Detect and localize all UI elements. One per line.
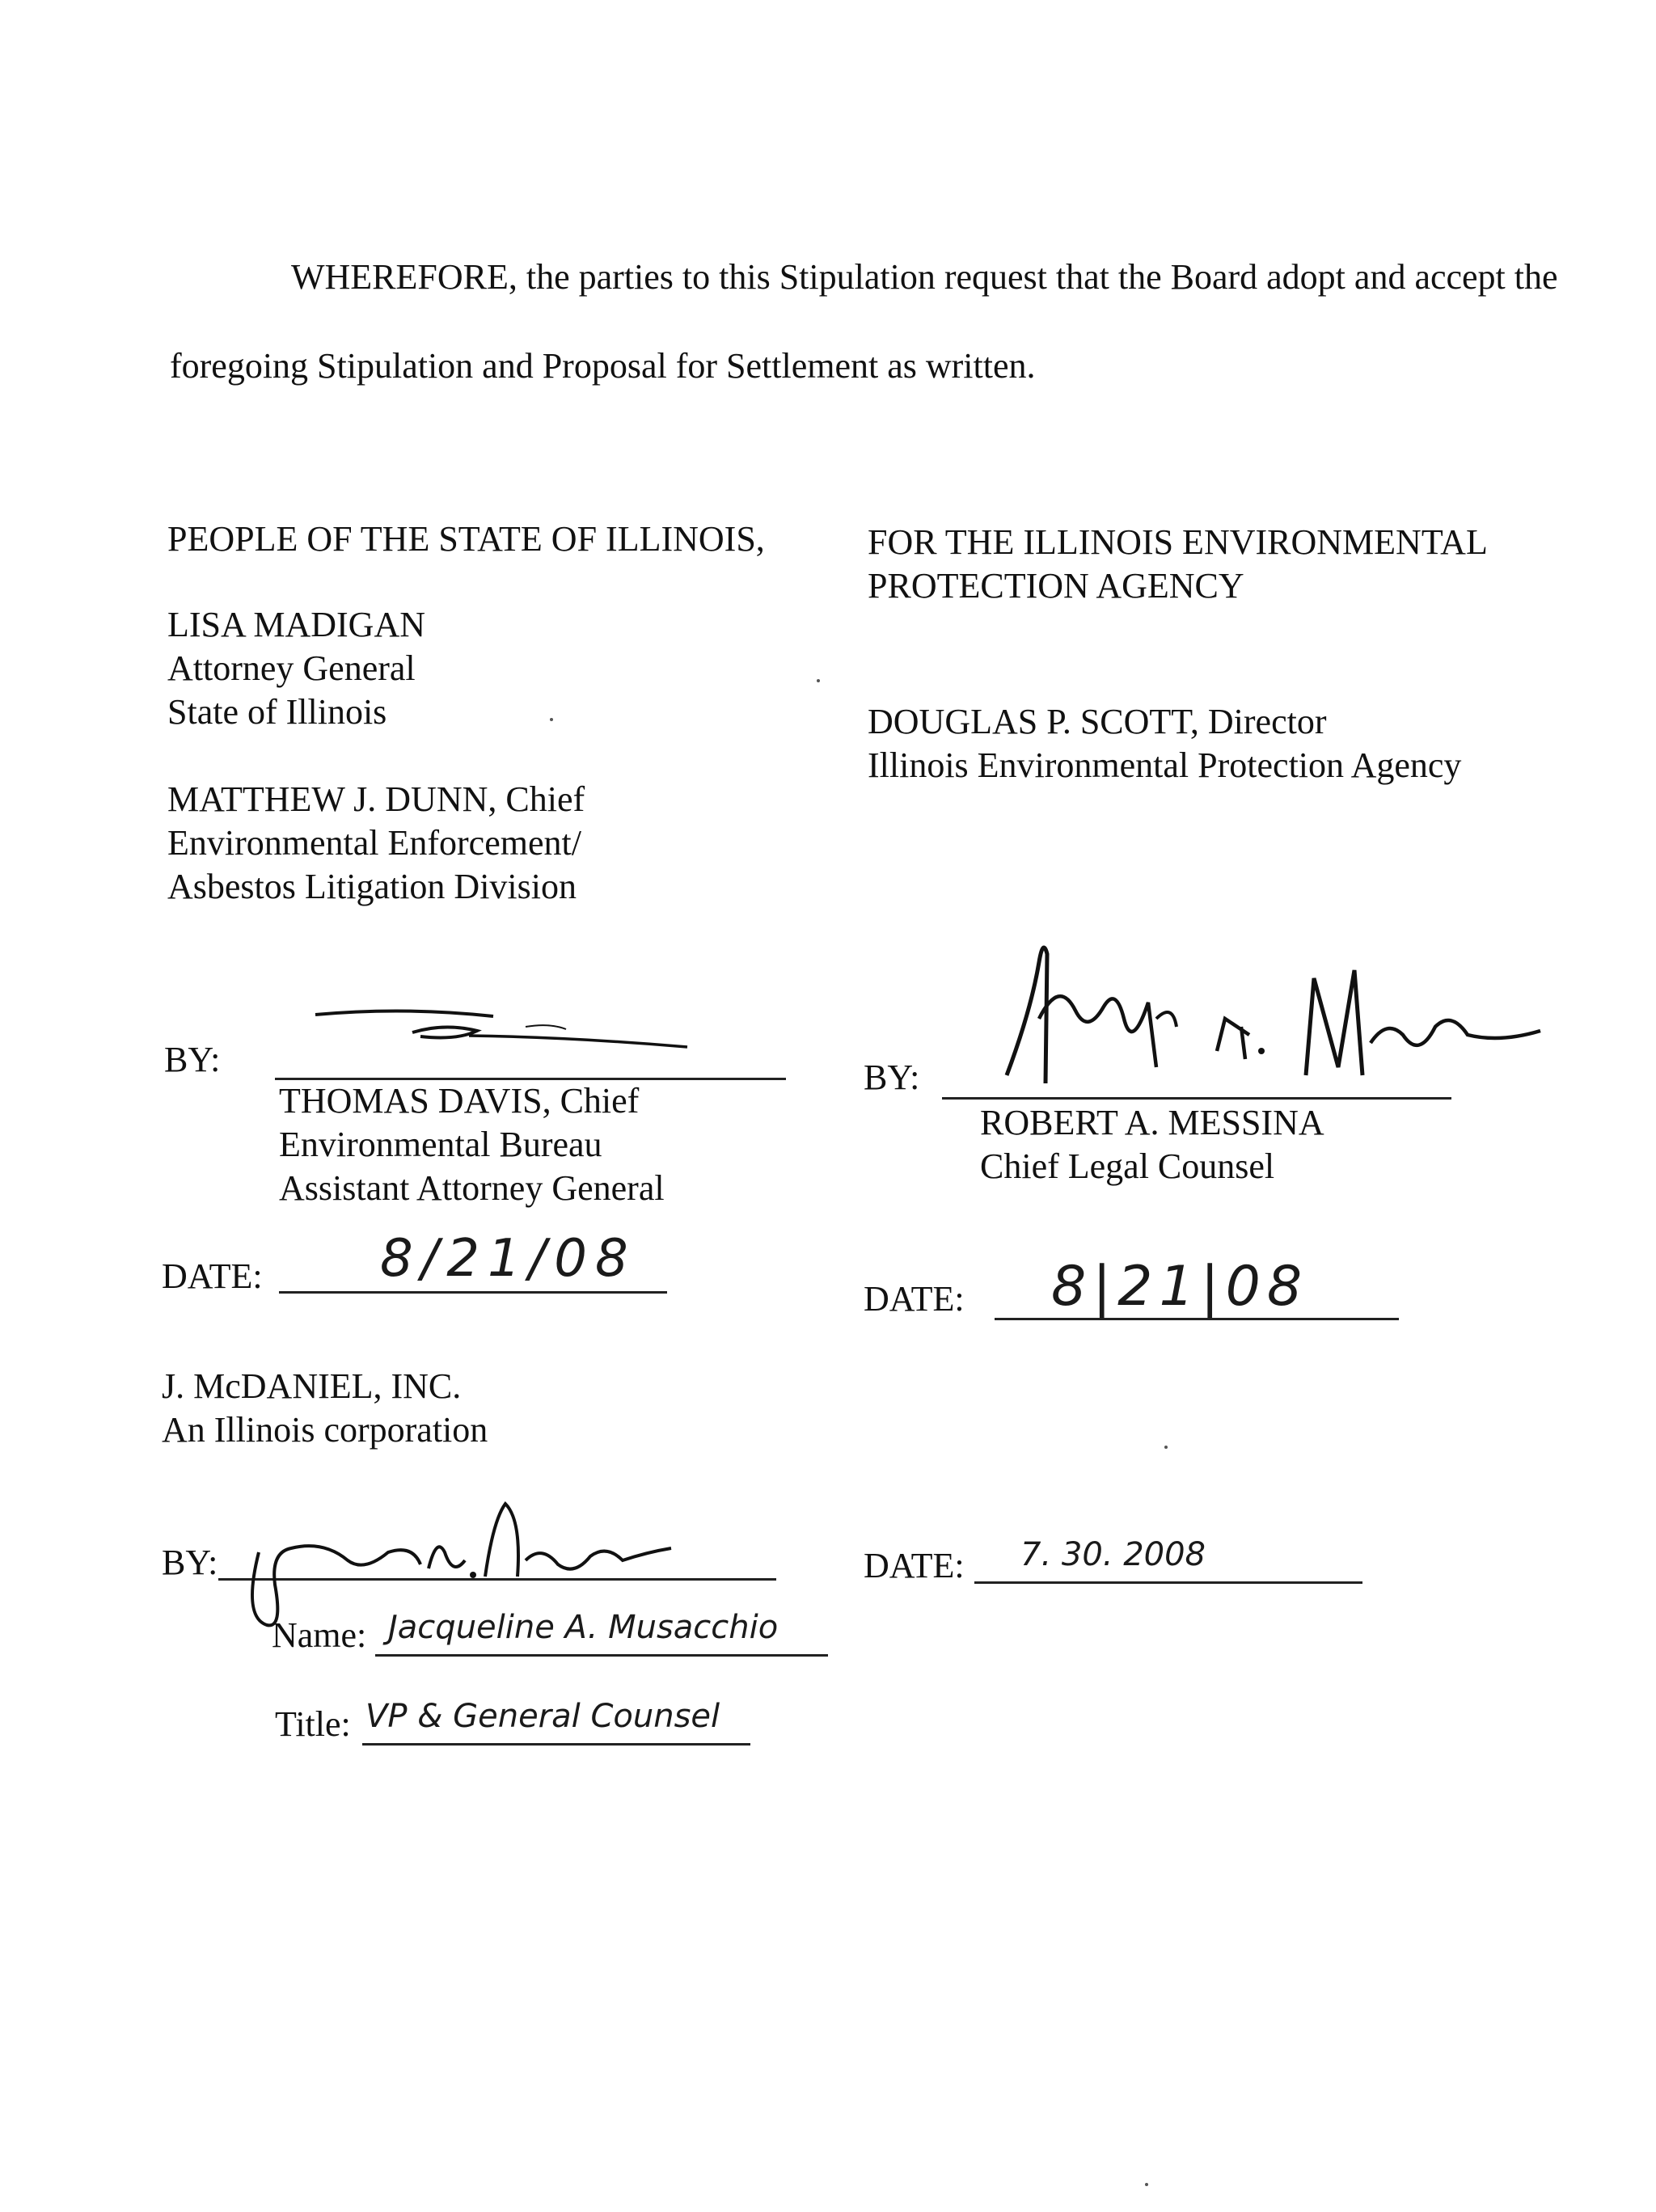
people-heading: PEOPLE OF THE STATE OF ILLINOIS, [167, 519, 765, 559]
epa-heading-2: PROTECTION AGENCY [868, 566, 1244, 606]
company-title-label: Title: [275, 1704, 351, 1744]
left-signer-title-2: Assistant Attorney General [279, 1168, 665, 1208]
right-signer-name: ROBERT A. MESSINA [980, 1103, 1324, 1142]
scan-speck [1145, 2183, 1148, 2186]
right-date-handwritten: 8|21|08 [1051, 1255, 1309, 1319]
left-date-line [279, 1291, 667, 1294]
epa-heading-1: FOR THE ILLINOIS ENVIRONMENTAL [868, 522, 1488, 562]
company-date-label: DATE: [864, 1546, 965, 1585]
company-description: An Illinois corporation [162, 1410, 488, 1450]
company-date-line [974, 1581, 1362, 1584]
right-by-label: BY: [864, 1057, 920, 1097]
scan-speck [1164, 1446, 1168, 1449]
scan-speck [817, 679, 820, 682]
left-by-label: BY: [164, 1040, 221, 1079]
body-line-2: foregoing Stipulation and Proposal for Settlement as written. [170, 346, 1036, 386]
chief-division-2: Asbestos Litigation Division [167, 867, 577, 906]
company-name-handwritten: Jacqueline A. Musacchio [388, 1609, 779, 1646]
right-signer-title: Chief Legal Counsel [980, 1146, 1275, 1186]
ag-state: State of Illinois [167, 692, 387, 732]
ag-title: Attorney General [167, 648, 416, 688]
thomas-davis-signature [307, 998, 703, 1055]
left-date-label: DATE: [162, 1256, 263, 1296]
company-name-label: Name: [272, 1615, 367, 1655]
ag-name: LISA MADIGAN [167, 605, 425, 644]
company-title-handwritten: VP & General Counsel [365, 1698, 720, 1735]
company-name: J. McDANIEL, INC. [162, 1366, 462, 1406]
chief-division-1: Environmental Enforcement/ [167, 823, 581, 863]
company-name-line [375, 1654, 828, 1657]
right-date-label: DATE: [864, 1279, 965, 1319]
left-signer-title-1: Environmental Bureau [279, 1125, 602, 1164]
company-title-line [362, 1743, 750, 1746]
scan-speck [550, 718, 553, 721]
body-line-1: WHEREFORE, the parties to this Stipulation request that the Board adopt and accept the [291, 257, 1558, 297]
robert-messina-signature [982, 930, 1548, 1100]
epa-director: DOUGLAS P. SCOTT, Director [868, 702, 1327, 741]
company-by-label: BY: [162, 1543, 218, 1582]
left-signer-name: THOMAS DAVIS, Chief [279, 1081, 640, 1121]
company-date-handwritten: 7. 30. 2008 [1020, 1536, 1206, 1573]
epa-agency: Illinois Environmental Protection Agency [868, 745, 1462, 785]
chief-name: MATTHEW J. DUNN, Chief [167, 779, 585, 819]
left-date-handwritten: 8/21/08 [380, 1229, 636, 1289]
